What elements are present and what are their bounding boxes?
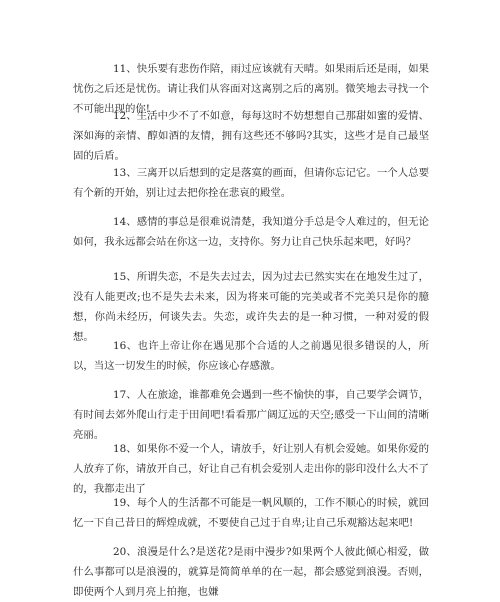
- paragraph-12: 12、生活中少不了不如意，每每这时不妨想想自己那甜如蜜的爱情、深如海的亲情、醇如酒的友情，拥有这些还不够吗?其实，这些才是自己最坚固的后盾。: [73, 110, 429, 162]
- paragraph-15: 15、所谓失恋，不是失去过去，因为过去已然实实在在地发生过了，没有人能更改;也不是失去未来，因为将来可能的完美或者不完美只是你的臆想，你尚未经历，何谈失去。失恋，或许失去的是一种习惯，一种对爱的假想。: [73, 271, 429, 343]
- paragraph-13: 13、三离开以后想到的定是落寞的画面，但请你忘记它。一个人总要有个新的开始，别让过去把你拴在悲哀的殿堂。: [73, 167, 429, 199]
- paragraph-19: 19、每个人的生活都不可能是一帆风顺的，工作不顺心的时候，就回忆一下自己昔日的辉煌成就，不要使自己过于自卑;让自己乐观豁达起来吧!: [73, 497, 429, 529]
- paragraph-20: 20、浪漫是什么?是送花?是雨中漫步?如果两个人彼此倾心相爱，做什么事都可以是浪漫的，就算是简简单单的在一起，都会感觉到浪漫。否则，即使两个人到月亮上拍拖，也嫌: [73, 546, 429, 598]
- paragraph-16: 16、也许上帝让你在遇见那个合适的人之前遇见很多错误的人，所以，当这一切发生的时候，你应该心存感激。: [73, 340, 429, 372]
- paragraph-17: 17、人在旅途，谁都难免会遇到一些不愉快的事，自己要学会调节，有时间去郊外爬山行走于田间吧!看看那广阔辽远的天空;感受一下山间的清晰亮丽。: [73, 389, 429, 441]
- paragraph-18: 18、如果你不爱一个人，请放手，好让别人有机会爱她。如果你爱的人放弃了你，请放开自己，好让自己有机会爱别人走出你的影印没什么大不了的，我都走出了: [73, 443, 429, 495]
- paragraph-14: 14、感情的事总是很难说清楚，我知道分手总是令人难过的，但无论如何，我永远都会站在你这一边，支持你。努力让自己快乐起来吧，好吗？: [73, 216, 429, 248]
- paragraph-11: 11、快乐要有悲伤作陪，雨过应该就有天晴。如果雨后还是雨，如果忧伤之后还是忧伤。请让我们从容面对这离别之后的离别。微笑地去寻找一个不可能出现的你!: [73, 63, 429, 115]
